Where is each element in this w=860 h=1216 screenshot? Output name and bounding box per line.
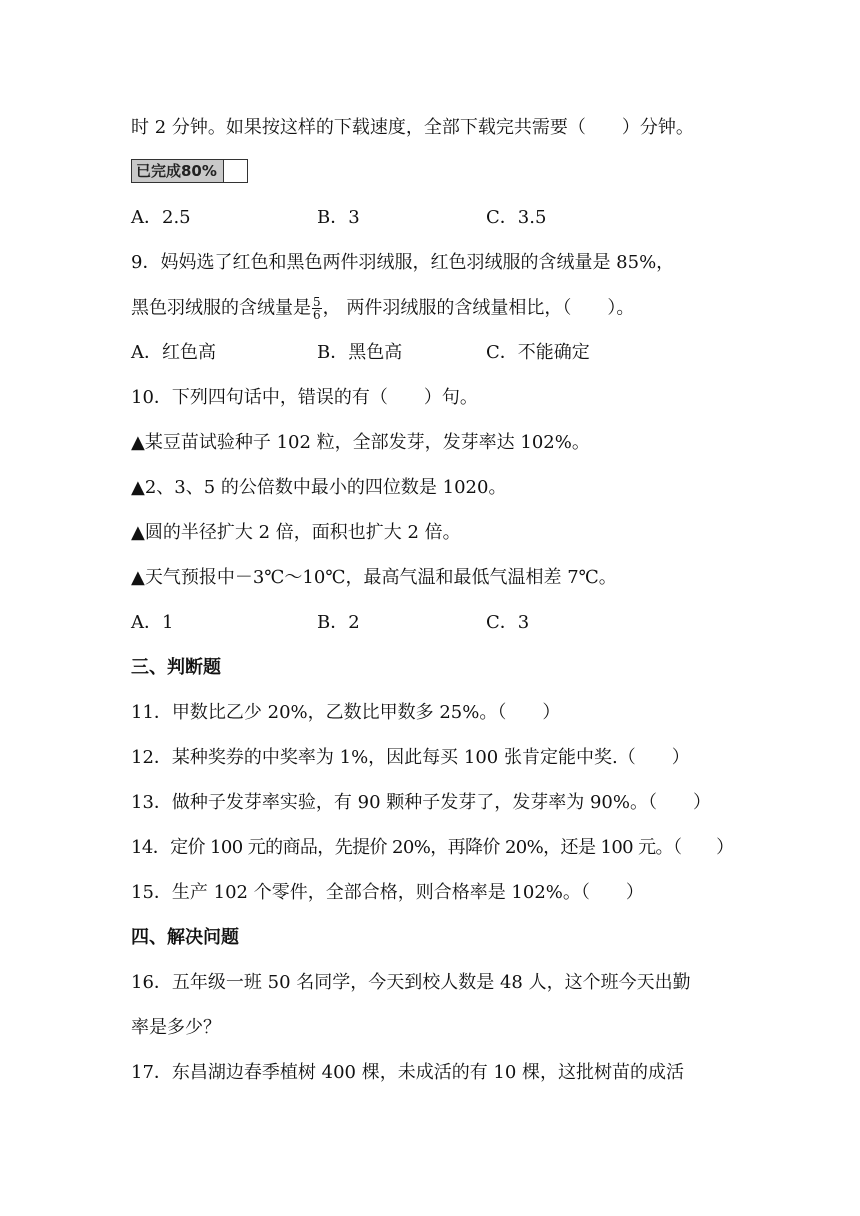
q9-option-c[interactable]: C．不能确定 [486, 342, 590, 363]
q9-text-line1: 9．妈妈选了红色和黑色两件羽绒服，红色羽绒服的含绒量是 85%， [131, 252, 675, 273]
q10-statement-3: ▲圆的半径扩大 2 倍，面积也扩大 2 倍。 [131, 522, 461, 543]
download-progress-bar [131, 159, 248, 183]
judgment-item-13: 13．做种子发芽率实验，有 90 颗种子发芽了，发芽率为 90%。（ ） [131, 792, 711, 813]
q9-line2-prefix: 黑色羽绒服的含绒量是 [131, 297, 311, 319]
fraction [312, 296, 322, 321]
fraction-numerator: 5 [313, 295, 321, 309]
q10-option-c[interactable]: C．3 [486, 612, 530, 633]
progress-label: 已完成80% [136, 162, 217, 180]
judgment-item-15: 15．生产 102 个零件，全部合格，则合格率是 102%。（ ） [131, 882, 644, 903]
q10-statement-1: ▲某豆苗试验种子 102 粒，全部发芽，发芽率达 102%。 [131, 432, 590, 453]
judgment-item-11: 11．甲数比乙少 20%，乙数比甲数多 25%。（ ） [131, 702, 561, 723]
problem-16-line2: 率是多少？ [131, 1017, 221, 1038]
section-3-heading: 三、判断题 [131, 657, 221, 678]
judgment-item-14: 14．定价 100 元的商品，先提价 20%，再降价 20%，还是 100 元。（ ） [131, 837, 734, 858]
q10-option-a[interactable]: A．1 [131, 612, 174, 633]
q9-line2-suffix: ， 两件羽绒服的含绒量相比，（ ）。 [322, 297, 635, 319]
problem-16-line1: 16．五年级一班 50 名同学，今天到校人数是 48 人，这个班今天出勤 [131, 972, 691, 993]
q9-option-a[interactable]: A．红色高 [131, 342, 216, 363]
q8-option-a[interactable]: A．2.5 [131, 207, 191, 228]
fraction-denominator: 6 [313, 308, 321, 322]
q8-text: 时 2 分钟。如果按这样的下载速度，全部下载完共需要（ ）分钟。 [131, 117, 694, 138]
q10-text: 10．下列四句话中，错误的有（ ）句。 [131, 387, 478, 408]
q10-option-b[interactable]: B．2 [317, 612, 360, 633]
problem-17-line1: 17．东昌湖边春季植树 400 棵，未成活的有 10 棵，这批树苗的成活 [131, 1062, 685, 1083]
q10-statement-2: ▲2、3、5 的公倍数中最小的四位数是 1020。 [131, 477, 507, 498]
q10-statement-4: ▲天气预报中－3℃～10℃，最高气温和最低气温相差 7℃。 [131, 567, 617, 588]
q8-option-c[interactable]: C．3.5 [486, 207, 547, 228]
q8-option-b[interactable]: B．3 [317, 207, 360, 228]
q9-option-b[interactable]: B．黑色高 [317, 342, 403, 363]
q9-text-line2 [131, 296, 634, 321]
judgment-item-12: 12．某种奖券的中奖率为 1%，因此每买 100 张肯定能中奖.（ ） [131, 747, 690, 768]
section-4-heading: 四、解决问题 [131, 927, 239, 948]
